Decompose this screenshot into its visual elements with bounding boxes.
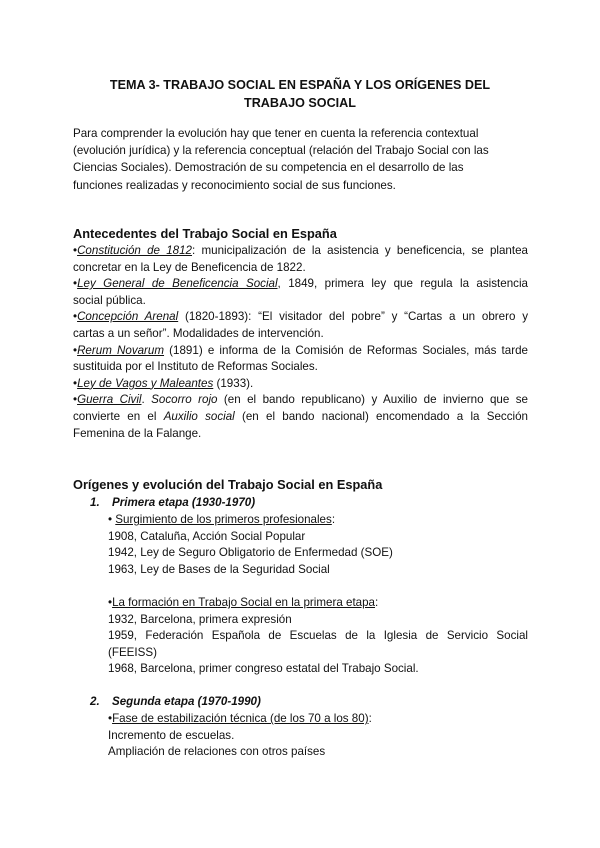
item-text-cont: convierte en el <box>73 409 164 423</box>
item-text-cont: concretar en la Ley de Beneficencia de 1822. <box>73 260 306 274</box>
etapa-2-content <box>108 711 528 761</box>
origenes-heading: Orígenes y evolución del Trabajo Social en España <box>73 477 383 492</box>
title-line-1: TEMA 3- TRABAJO SOCIAL EN ESPAÑA Y LOS ORÍGENES DEL <box>109 78 491 92</box>
term-socorro-rojo: Socorro rojo <box>151 393 218 407</box>
antecedentes-list <box>73 243 528 442</box>
bullet: • <box>73 343 78 357</box>
bullet: • <box>73 244 78 257</box>
list-item: 1968, Barcelona, primer congreso estatal del Trabajo Social. <box>108 662 419 676</box>
etapa-title: Segunda etapa (1970-1990) <box>112 695 261 708</box>
list-item: 1963, Ley de Bases de la Seguridad Social <box>108 562 330 576</box>
item-text-cont: Femenina de la Falange. <box>73 426 202 440</box>
intro-line-3: Ciencias Sociales). Demostración de su competencia en el desarrollo de las <box>73 161 464 175</box>
subsection-heading: Surgimiento de los primeros profesionales <box>115 513 332 526</box>
term-ley-beneficencia: Ley General de Beneficencia Social <box>77 277 278 291</box>
list-item <box>73 243 528 276</box>
item-text-cont: cartas a un señor”. Modalidades de intervención. <box>73 326 324 340</box>
item-text: : municipalización de la asistencia y beneficencia, se plantea <box>192 244 528 257</box>
term-guerra-civil: Guerra Civil <box>77 393 142 407</box>
term-rerum-novarum: Rerum Novarum <box>77 343 165 357</box>
etapa-1-heading <box>90 495 255 511</box>
term-auxilio-social: Auxilio social <box>163 409 235 423</box>
etapa-title: Primera etapa (1930-1970) <box>112 496 256 509</box>
term-concepcion-arenal: Concepción Arenal <box>77 310 179 324</box>
list-item: Incremento de escuelas. <box>108 728 235 742</box>
item-text-cont: (en el bando nacional) encomendado a la Sección <box>234 409 528 423</box>
bullet: • <box>73 310 78 324</box>
etapa-1-content <box>108 512 528 578</box>
intro-line-4: funciones realizadas y reconocimiento social de sus funciones. <box>73 178 396 192</box>
list-item-cont: (FEEISS) <box>108 645 157 659</box>
colon: : <box>375 596 379 609</box>
bullet: • <box>108 596 113 609</box>
separator: . <box>141 393 152 407</box>
intro-line-2: (evolución jurídica) y la referencia conceptual (relación del Trabajo Social con las <box>73 144 489 158</box>
list-item: 1908, Cataluña, Acción Social Popular <box>108 529 306 543</box>
etapa-number: 2. <box>90 695 100 708</box>
list-item <box>73 376 528 393</box>
bullet: • <box>108 513 116 526</box>
document-title <box>60 76 540 112</box>
bullet: • <box>73 376 78 390</box>
subsection-heading: La formación en Trabajo Social en la primera etapa <box>112 596 376 609</box>
term-ley-vagos: Ley de Vagos y Maleantes <box>77 376 214 390</box>
item-text-cont: social pública. <box>73 293 146 307</box>
item-text: (1891) e informa de la Comisión de Reformas Sociales, más tarde <box>164 343 528 357</box>
list-item <box>73 276 528 309</box>
list-item <box>73 343 528 376</box>
list-item <box>73 309 528 342</box>
bullet: • <box>73 393 78 407</box>
term-constitucion: Constitución de 1812 <box>77 244 193 257</box>
antecedentes-heading: Antecedentes del Trabajo Social en España <box>73 226 337 241</box>
list-item: 1942, Ley de Seguro Obligatorio de Enfermedad (SOE) <box>108 546 393 560</box>
list-item: Ampliación de relaciones con otros países <box>108 745 326 759</box>
colon: : <box>331 513 336 526</box>
item-text: (1933). <box>213 376 254 390</box>
item-text: (1820-1893): “El visitador del pobre” y “Cartas a un obrero y <box>178 310 528 324</box>
list-item: 1932, Barcelona, primera expresión <box>108 612 292 626</box>
item-text: (en el bando republicano) y Auxilio de invierno que se <box>217 393 528 407</box>
list-item <box>73 392 528 442</box>
etapa-number: 1. <box>90 496 100 509</box>
intro-paragraph <box>73 125 528 194</box>
list-item: 1959, Federación Española de Escuelas de la Iglesia de Servicio Social <box>108 629 528 643</box>
colon: : <box>368 712 372 725</box>
etapa-1-formacion <box>108 595 528 678</box>
bullet: • <box>73 277 78 291</box>
title-line-2: TRABAJO SOCIAL <box>244 96 356 110</box>
item-text: , 1849, primera ley que regula la asistencia <box>277 277 528 291</box>
item-text-cont: sustituida por el Instituto de Reformas Sociales. <box>73 360 318 374</box>
etapa-2-heading <box>90 694 261 710</box>
bullet: • <box>108 712 113 725</box>
subsection-heading: Fase de estabilización técnica (de los 70 a los 80) <box>112 712 369 725</box>
intro-line-1: Para comprender la evolución hay que tener en cuenta la referencia contextual <box>73 127 479 140</box>
